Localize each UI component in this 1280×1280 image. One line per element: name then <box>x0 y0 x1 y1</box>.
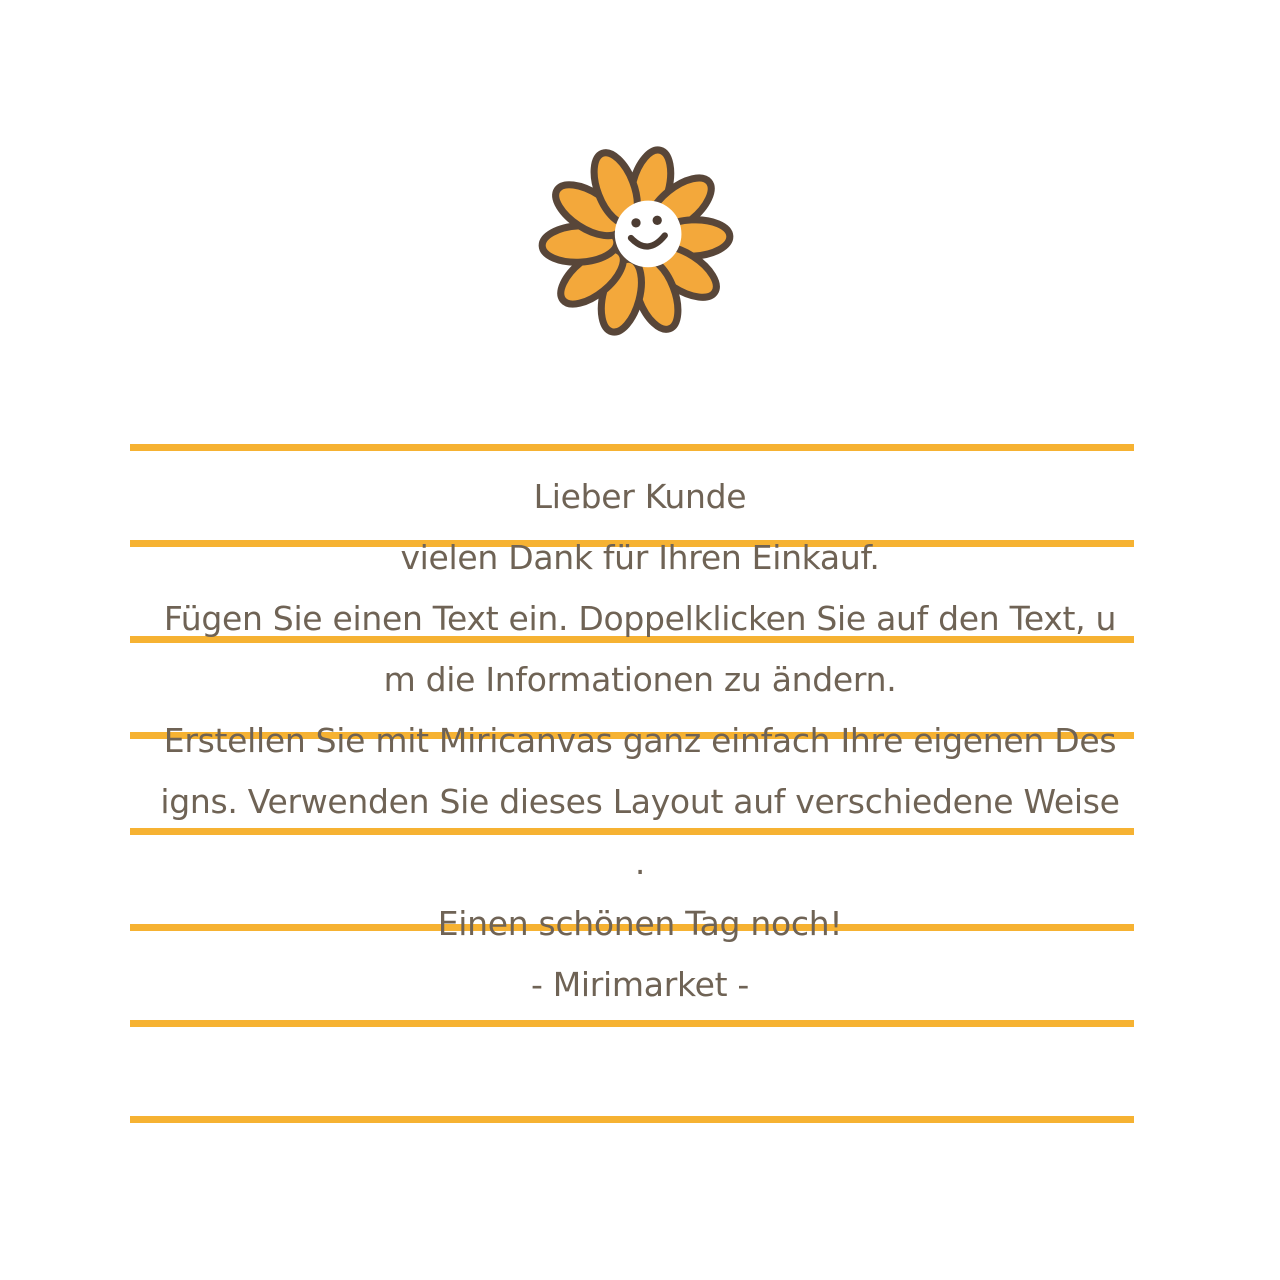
message-line-period: . <box>634 843 646 882</box>
smiley-daisy-icon <box>535 138 737 340</box>
message-line-body-3: Erstellen Sie mit Miricanvas ganz einfach Ihre eigenen Des <box>163 721 1117 760</box>
ruled-line <box>130 1020 1134 1027</box>
message-line-body-1: Fügen Sie einen Text ein. Doppelklicken Sie auf den Text, u <box>163 599 1117 638</box>
message-line-greeting: Lieber Kunde <box>533 477 747 516</box>
flower-smiley-face <box>615 201 682 268</box>
message-line-thanks: vielen Dank für Ihren Einkauf. <box>400 538 880 577</box>
message-line-body-2: m die Informationen zu ändern. <box>383 660 897 699</box>
message-line-signature: - Mirimarket - <box>530 965 750 1004</box>
ruled-line <box>130 444 1134 451</box>
ruled-line <box>130 1116 1134 1123</box>
message-text <box>0 466 1280 1015</box>
message-line-body-4: igns. Verwenden Sie dieses Layout auf verschiedene Weise <box>160 782 1120 821</box>
message-line-farewell: Einen schönen Tag noch! <box>437 904 843 943</box>
